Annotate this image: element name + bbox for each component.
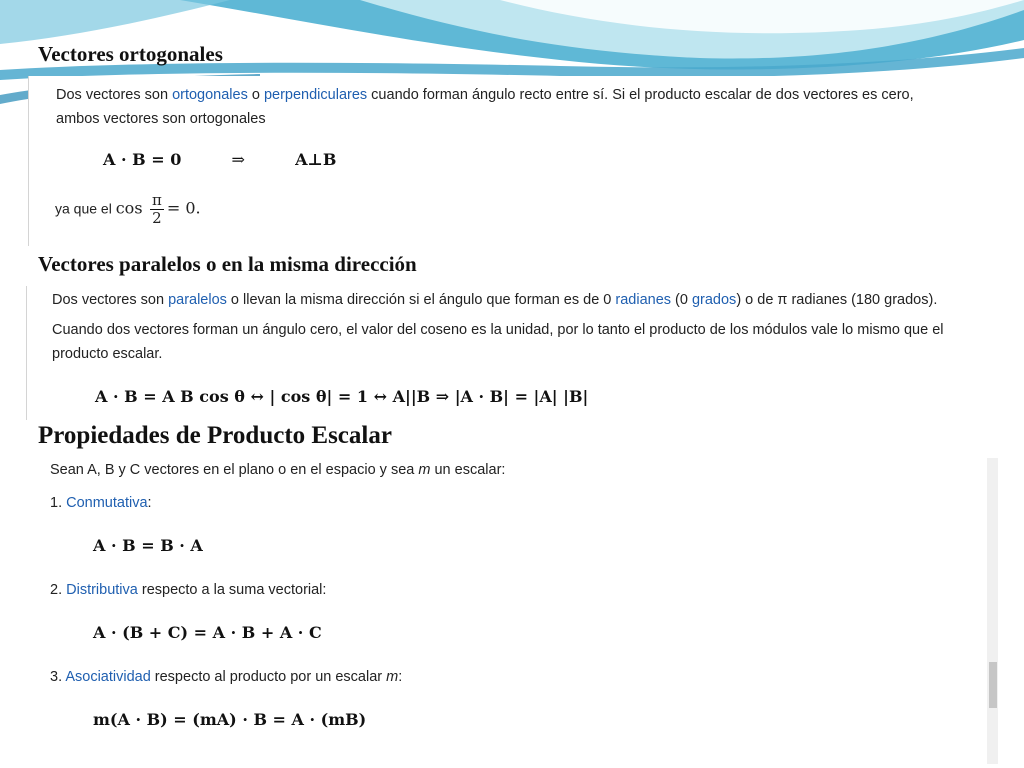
scalar-m: m: [386, 669, 399, 685]
heading-paralelos: Vectores paralelos o en la misma dirección: [38, 252, 417, 276]
text-segment: un escalar:: [430, 462, 506, 478]
scalar-m: m: [418, 462, 431, 478]
text-segment: respecto al producto por un escalar: [150, 669, 387, 685]
paralelos-paragraph-1: [52, 288, 982, 312]
heading-ortogonales: Vectores ortogonales: [38, 42, 223, 66]
paralelos-paragraph-2: Cuando dos vectores forman un ángulo cero, el valor del coseno es la unidad, por lo tanto el producto de los módulos vale lo mismo que el producto escalar.: [52, 322, 944, 362]
fraction-pi-over-2: [150, 192, 164, 227]
text-segment: o llevan la misma dirección si el ángulo que forman es de 0: [226, 292, 616, 308]
link-asociatividad[interactable]: Asociatividad: [65, 669, 151, 685]
link-conmutativa[interactable]: Conmutativa: [66, 495, 148, 511]
formula-asociatividad: m(A · B) = (mA) · B = A · (mB): [93, 710, 367, 729]
item-number: 2.: [50, 582, 67, 598]
link-ortogonales[interactable]: ortogonales: [172, 87, 248, 103]
formula-conmutativa: A · B = B · A: [93, 536, 203, 555]
property-item-3: [50, 665, 402, 689]
formula-paralelos: A · B = A B cos θ ↔ | cos θ| = 1 ↔ A||B ⇒ |A · B| = |A| |B|: [95, 387, 589, 406]
heading-propiedades: Propiedades de Producto Escalar: [38, 422, 392, 449]
cos-function: cos: [115, 198, 143, 218]
text-segment: respecto a la suma vectorial:: [137, 582, 327, 598]
fraction-numerator: π: [151, 191, 162, 209]
ortogonales-intro: [56, 83, 956, 131]
implies-symbol: ⇒: [231, 150, 245, 169]
ortogonales-panel: [28, 76, 979, 246]
link-grados[interactable]: grados: [691, 292, 737, 308]
scrollbar-track[interactable]: [987, 458, 998, 764]
link-distributiva[interactable]: Distributiva: [66, 582, 138, 598]
item-number: 1.: [50, 495, 67, 511]
text-segment: o: [247, 87, 264, 103]
text-segment: Sean A, B y C vectores en el plano o en el espacio y sea: [50, 462, 419, 478]
text-segment: ) o de π radianes (180 grados).: [736, 292, 938, 308]
text-segment: Dos vectores son: [52, 292, 169, 308]
text-segment: cuando forman ángulo recto entre sí. Si el producto escalar de dos vectores es cero, ambos vectores son ortogonales: [56, 87, 914, 127]
fraction-denominator: 2: [152, 209, 162, 227]
text-segment: (0: [671, 292, 692, 308]
propiedades-intro: [50, 458, 950, 482]
link-perpendiculares[interactable]: perpendiculares: [263, 87, 368, 103]
property-item-2: [50, 578, 326, 602]
cos-result: = 0.: [166, 198, 201, 218]
text-segment: Dos vectores son: [56, 87, 173, 103]
scrollbar-thumb[interactable]: [989, 662, 997, 708]
cos-explanation: [55, 192, 201, 227]
link-paralelos[interactable]: paralelos: [168, 292, 227, 308]
text-segment: :: [398, 669, 403, 685]
formula-lhs: A · B = 0: [103, 150, 182, 169]
paralelos-panel: [26, 286, 987, 420]
formula-rhs: A⊥B: [295, 150, 337, 169]
propiedades-panel: [36, 456, 986, 756]
formula-distributiva: A · (B + C) = A · B + A · C: [93, 623, 322, 642]
property-item-1: [50, 491, 152, 515]
cos-prefix: ya que el: [55, 200, 116, 217]
link-radianes[interactable]: radianes: [615, 292, 672, 308]
text-segment: :: [147, 495, 152, 511]
formula-ortogonal: [103, 150, 336, 169]
item-number: 3.: [50, 669, 66, 685]
